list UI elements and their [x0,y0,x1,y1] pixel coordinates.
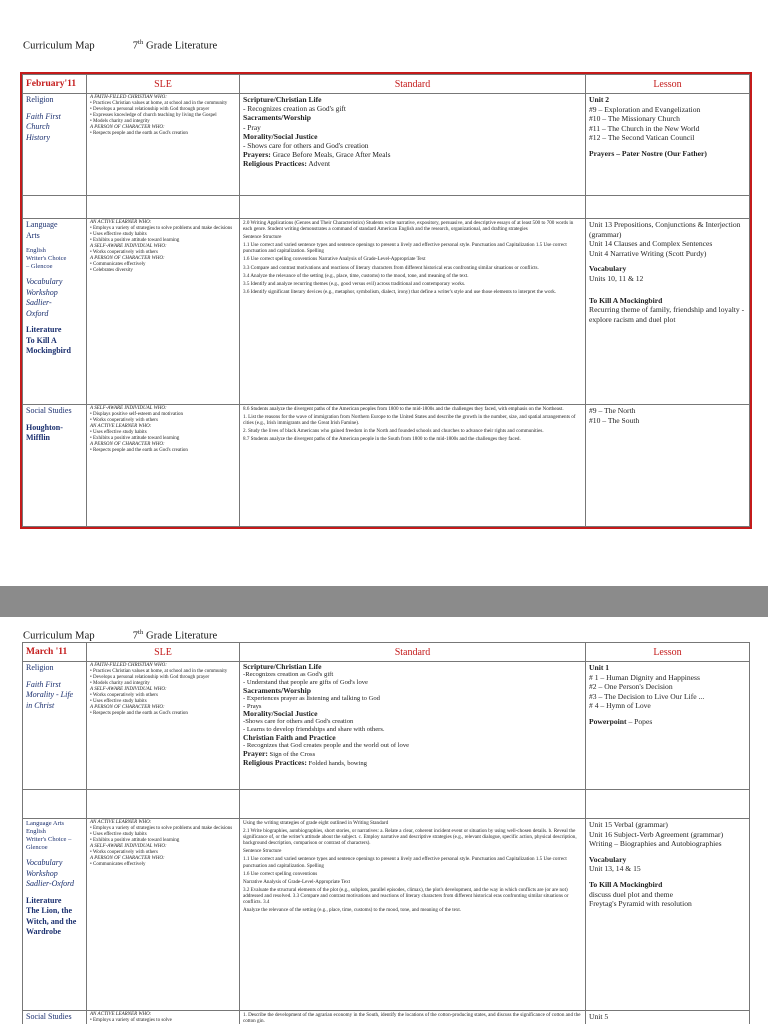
sle-item: • Respects people and the earth as God's creation [90,711,188,716]
text-line: - Experiences prayer as listening and talking to God [243,694,380,702]
lesson-cell [586,94,750,196]
bold-heading: Scripture/Christian Life [243,95,322,104]
subject-cell [23,94,87,196]
lead-label: Prayers: [243,150,271,160]
spacer-row [23,196,750,219]
subject-line: Writer's Choice [26,255,67,262]
text-line: discuss duel plot and theme [589,889,673,899]
sle-item: • Develops a personal relationship with God through prayer [90,675,210,680]
sle-item: • Uses effective study habits [90,832,147,837]
sle-heading: AN ACTIVE LEARNER WHO: [90,424,152,429]
lead-label: Prayer: [243,748,268,758]
grade-number: 7 [132,630,139,642]
standard-text: 1. List the reasons for the wave of immigration from Northern Europe to the United States and describe the growth in the number, size, and spatial arrangements of cities (e.g., Irish immigrants and the Great Irish Famine). [243,414,576,427]
subject-line: Church [26,122,50,131]
subject-line: English [26,247,46,254]
sle-heading: A FAITH-FILLED CHRISTIAN WHO: [90,663,167,668]
bold-heading: Sacraments/Worship [243,685,311,695]
text-line: Religious Practices: Folded hands, bowing [243,757,367,767]
lesson-cell [586,662,750,790]
subject-line: The Lion, the [26,906,73,915]
subject-line: Social Studies [26,406,72,415]
lead-label: Powerpoint [589,716,627,726]
sle-heading: A FAITH-FILLED CHRISTIAN WHO: [90,95,167,100]
sle-heading: A PERSON OF CHARACTER WHO: [90,256,165,261]
subject-line: Workshop [26,868,58,878]
text-line: - Shows care for others and God's creation [243,141,369,151]
sle-cell [87,405,240,527]
lesson-header: Lesson [586,75,750,94]
text-line: - Understand that people are gifts of God's love [243,678,368,686]
text-line: Unit 14 Clauses and Complex Sentences [589,239,713,249]
header-row [23,75,750,94]
month-label: February'11 [23,75,87,94]
standard-cell [240,819,586,1011]
subject-line: in Christ [26,700,55,710]
text-line: #10 – The South [589,415,640,425]
text-line: #2 – One Person's Decision [589,682,673,692]
sle-heading: AN ACTIVE LEARNER WHO: [90,1012,152,1017]
subject-line: To Kill A [26,335,57,345]
subject-line: Sadlier-Oxford [26,879,74,888]
page-march [0,617,768,1024]
sle-item: • Expresses knowledge of church teaching by living the Gospel [90,113,217,118]
sle-heading: A SELF-AWARE INDIVIDUAL WHO: [90,406,167,411]
sle-item: • Communicates effectively [90,262,146,267]
subject-line: Religion [26,663,54,672]
bold-heading: Morality/Social Justice [243,709,318,719]
text-line: Unit 4 Narrative Writing (Scott Purdy) [589,248,707,258]
sle-item: • Works cooperatively with others [90,850,158,855]
sle-item: • Respects people and the earth as God's creation [90,131,188,136]
subject-line: Religion [26,95,54,104]
text-line: Unit 15 Verbal (grammar) [589,820,668,829]
text-line: - Pray [243,122,261,132]
sle-item: • Works cooperatively with others [90,418,158,423]
standard-text: 3.2 Evaluate the structural elements of the plot (e.g., subplots, parallel episodes, climax), the plot's development, and the way in which conflicts are (or are not) addressed and resolved. 3.3 Compare and contrast motivations and reactions of literary characters from different historical eras confronting similar situations or conflicts. 3.4 [243,886,569,906]
subject-line: Writer's Choice – [26,836,72,843]
subject-line: Witch, and the [26,916,77,926]
bold-heading: Unit 2 [589,95,610,104]
subject-line: English [26,828,46,835]
subject-cell [23,1011,87,1024]
sle-heading: A SELF-AWARE INDIVIDUAL WHO: [90,844,167,849]
text-line: Religious Practices: Advent [243,159,331,169]
sle-heading: AN ACTIVE LEARNER WHO: [90,220,152,225]
subject-line: Literature [26,895,62,905]
lesson-cell [586,819,750,1011]
standard-text: 1.1 Use correct and varied sentence types and sentence openings to present a lively and effective personal style. Punctuation and Capitalization 1.5 Use correct punctuation and capitalization. Spelling [243,856,567,869]
lead-label: Religious Practices: [243,159,307,169]
text-line: - Recognizes that God creates people and the world out of love [243,742,410,750]
sle-item: • Models charity and integrity [90,681,150,686]
text-line: - Prays [243,702,262,710]
sle-item: • Employs a variety of strategies to solve [90,1018,172,1023]
subject-line: Sadlier- [26,298,52,307]
bold-heading: To Kill A Mockingbird [589,879,663,889]
sle-item: • Develops a personal relationship with God through prayer [90,107,210,112]
standard-text: Sentence Structure [243,848,282,855]
sle-heading: A SELF-AWARE INDIVIDUAL WHO: [90,687,167,692]
sle-item: • Works cooperatively with others [90,250,158,255]
grade-title: Grade Literature [143,40,218,52]
text-line: #3 – The Decision to Live Our Life ... [589,691,705,701]
sle-item: • Practices Christian values at home, at school and in the community [90,101,228,106]
sle-item: • Employs a variety of strategies to solve problems and make decisions [90,826,233,831]
standard-cell [240,662,586,790]
bold-heading: To Kill A Mockingbird [589,295,663,305]
text-line: Powerpoint – Popes [589,716,653,726]
sle-heading: A PERSON OF CHARACTER WHO: [90,125,165,130]
bold-heading: Christian Faith and Practice [243,733,336,743]
bold-heading: Scripture/Christian Life [243,662,322,671]
doc-title-text: Curriculum Map [23,40,95,52]
lead-label: Religious Practices: [243,757,307,767]
header-row [23,643,750,662]
text-line: - Recognizes creation as God's gift [243,104,346,114]
sle-heading: AN ACTIVE LEARNER WHO: [90,820,152,825]
standard-text: 1.1 Use correct and varied sentence types and sentence openings to present a lively and effective personal style. Punctuation and Capitalization 1.5 Use correct punctuation and capitalization. Spelling [243,242,567,255]
text-line: - Learns to develop friendships and share with others. [243,726,385,734]
subject-line: Faith First [26,679,61,689]
spacer-row [23,790,750,819]
standard-text: 1.6 Use correct spelling conventions [243,870,318,877]
grade-suffix: th [138,629,144,636]
subject-line: Language Arts [26,820,65,827]
sle-item: • Practices Christian values at home, at school and in the community [90,669,228,674]
subject-line: Houghton- [26,422,63,432]
subject-line: Vocabulary [26,858,63,867]
standard-cell [240,1011,586,1024]
sle-item: • Uses effective study habits [90,232,147,237]
standard-text: Narrative Analysis of Grade-Level-Appropriate Text [243,878,351,885]
subject-line: Arts [26,230,40,240]
standard-text: 2.1 Write biographies, autobiographies, short stories, or narratives: a. Relate a clear, coherent incident event or situation by using well-chosen details. b. Reveal the significance of, or the writer's attitude about the subject. c. Employ narrative and descriptive strategies (e.g., relevant dialogue, specific action, physical description, background description, comparison or contrast of characters). [243,828,577,847]
lesson-cell [586,405,750,527]
bold-heading: Morality/Social Justice [243,131,318,141]
grade-number: 7 [132,40,139,52]
standard-text: Sentence Structure [243,234,282,241]
standard-text: Using the writing strategies of grade eight outlined in Writing Standard [243,820,389,826]
text-line: Writing – Biographies and Autobiographies [589,839,722,849]
subject-line: Literature [26,325,62,334]
text-line: Freytag's Pyramid with resolution [589,899,692,909]
bold-heading: Unit 1 [589,663,610,672]
subject-line: Oxford [26,308,49,318]
subject-cell [23,662,87,790]
text-line: -Shows care for others and God's creation [243,718,354,726]
sle-heading: A SELF-AWARE INDIVIDUAL WHO: [90,244,167,249]
text-line: Unit 13 Prepositions, Conjunctions & Interjection (grammar) [589,220,741,239]
standard-text: 1. Describe the development of the agrarian economy in the South, identify the locations of the cotton-producing states, and discuss the significance of cotton and the cotton gin. [243,1012,581,1024]
doc-title [23,629,217,642]
sle-heading: A PERSON OF CHARACTER WHO: [90,705,165,710]
subject-line: Faith First [26,111,61,121]
doc-title [23,39,217,52]
sle-item: • Employs a variety of strategies to solve problems and make decisions [90,226,233,231]
standard-cell [240,94,586,196]
subject-line: Workshop [26,287,58,297]
religion-row [23,94,750,196]
standard-header: Standard [240,643,586,662]
standard-text: Analyze the relevance of the setting (e.g., place, time, customs) to the mood, tone, and meaning of the text. [243,907,462,914]
text-line: Unit 5 [589,1012,609,1021]
subject-cell [23,405,87,527]
standard-text: 3.5 Identify and analyze recurring themes (e.g., good versus evil) across traditional and contemporary works. [243,280,466,287]
sle-heading: A PERSON OF CHARACTER WHO: [90,442,165,447]
bold-heading: Vocabulary [589,854,627,864]
standard-text: 1.6 Use correct spelling conventions Narrative Analysis of Grade-Level-Appropriate Text [243,256,426,263]
sle-cell [87,819,240,1011]
social-studies-row [23,405,750,527]
language-arts-row [23,219,750,405]
religion-row [23,662,750,790]
text-line: # 1 – Human Dignity and Happiness [589,672,700,682]
sle-item: • Communicates effectively [90,862,146,867]
standard-cell [240,405,586,527]
subject-line: Morality - Life [26,690,74,699]
standard-text: 3.3 Compare and contrast motivations and reactions of literary characters from different historical eras confronting similar situations or conflicts. [243,264,539,271]
bold-heading: Prayers – Pater Nostre (Our Father) [589,148,707,158]
subject-line: Mockingbird [26,346,71,355]
bold-heading: Sacraments/Worship [243,113,311,123]
subject-line: Mifflin [26,433,50,442]
text-line: #9 – The North [589,406,636,415]
subject-line: Language [26,220,58,229]
sle-item: • Models charity and integrity [90,119,150,124]
subject-line: History [26,132,50,142]
month-label: March '11 [23,643,87,662]
text-line: -Recognizes creation as God's gift [243,670,334,678]
text-line: Recurring theme of family, friendship and loyalty - explore racism and duel plot [589,305,745,324]
sle-item: • Exhibits a positive attitude toward learning [90,838,180,843]
sle-item: • Works cooperatively with others [90,693,158,698]
february-table [22,74,750,527]
sle-item: • Uses effective study habits [90,430,147,435]
text-line: # 4 – Hymn of Love [589,701,651,711]
sle-heading: A PERSON OF CHARACTER WHO: [90,856,165,861]
subject-cell [23,219,87,405]
standard-header: Standard [240,75,586,94]
march-table [22,642,750,1024]
language-arts-row [23,819,750,1011]
standard-cell [240,219,586,405]
text-line: Units 10, 11 & 12 [589,273,644,283]
standard-text: 8.6 Students analyze the divergent paths of the American peoples from 1800 to the mid-1800s and the challenges they faced, with emphasis on the Northeast. [243,406,564,412]
bold-heading: Vocabulary [589,264,627,274]
sle-header: SLE [87,643,240,662]
text-line: Prayers: Grace Before Meals, Grace After Meals [243,150,391,160]
text-line: #9 – Exploration and Evangelization [589,104,701,114]
subject-line: Wardrobe [26,927,61,936]
lesson-cell [586,1011,750,1024]
social-studies-row [23,1011,750,1024]
lesson-header: Lesson [586,643,750,662]
lesson-cell [586,219,750,405]
sle-item: • Exhibits a positive attitude toward learning [90,436,180,441]
sle-cell [87,94,240,196]
grade-title: Grade Literature [143,630,218,642]
subject-line: Glencoe [26,844,48,851]
subject-cell [23,819,87,1011]
sle-cell [87,662,240,790]
text-line: #10 – The Missionary Church [589,114,680,124]
standard-text: 3.6 Identify significant literary devices (e.g., metaphor, symbolism, dialect, irony) that define a writer's style and use those elements to interpret the work. [243,288,557,295]
sle-header: SLE [87,75,240,94]
subject-line: Vocabulary [26,277,63,286]
subject-line: Social Studies [26,1012,72,1021]
sle-cell [87,219,240,405]
text-line: #11 – The Church in the New World [589,123,700,133]
text-line: Unit 13, 14 & 15 [589,864,641,874]
sle-item: • Respects people and the earth as God's creation [90,448,188,453]
text-line: Unit 16 Subject-Verb Agreement (grammar) [589,829,724,839]
standard-text: 2. Study the lives of black Americans who gained freedom in the North and founded schools and churches to advance their rights and communities. [243,428,544,435]
sle-item: • Celebrates diversity [90,268,133,273]
text-line: Prayer: Sign of the Cross [243,748,316,758]
subject-line: – Glencoe [26,263,53,270]
grade-suffix: th [138,39,144,46]
standard-text: 3.4 Analyze the relevance of the setting (e.g., place, time, customs) to the mood, tone, and meaning of the text. [243,272,469,279]
text-line: #12 – The Second Vatican Council [589,133,695,143]
sle-item: • Exhibits a positive attitude toward learning [90,238,180,243]
sle-item: • Uses effective study habits [90,699,147,704]
doc-title-text: Curriculum Map [23,630,95,642]
standard-text: 2.0 Writing Applications (Genres and Their Characteristics) Students write narrative, expository, persuasive, and descriptive essays of at least 500 to 700 words in each genre. Student writing demonstrates a command of standard American English and the research, organizational, and drafting strategies [243,220,574,233]
standard-text: 8.7 Students analyze the divergent paths of the American people in the South from 1800 to the mid-1800s and the challenges they faced. [243,436,521,443]
sle-item: • Displays positive self-esteem and motivation [90,412,183,417]
sle-cell [87,1011,240,1024]
